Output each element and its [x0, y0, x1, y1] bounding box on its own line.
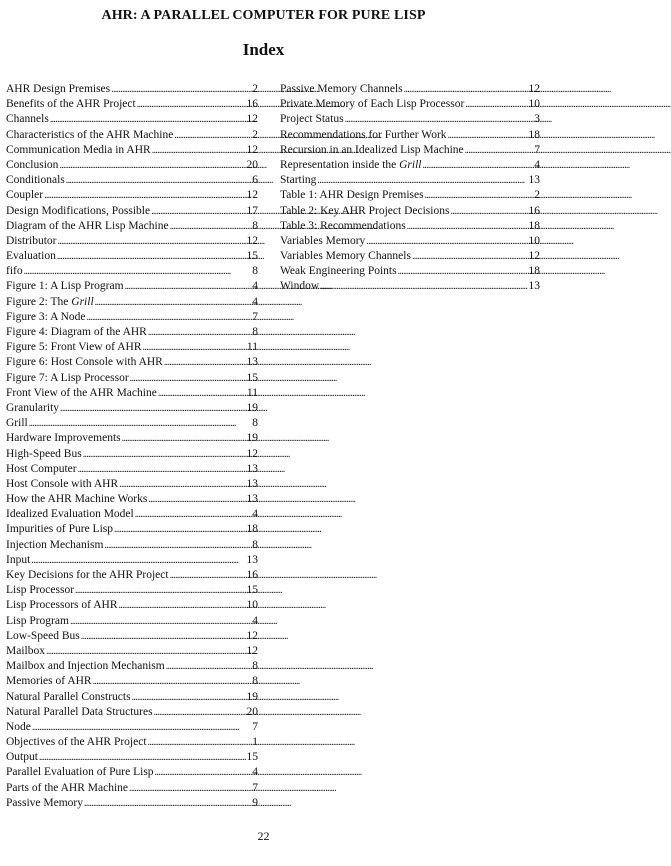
index-term: Private Memory of Each Lisp Processor — [280, 98, 465, 111]
index-entry — [6, 82, 258, 97]
index-entry — [6, 690, 258, 705]
dot-leader — [130, 371, 246, 386]
dot-leader — [87, 310, 252, 325]
index-heading: Index — [242, 40, 285, 59]
index-entry — [6, 158, 258, 173]
index-page-ref: 15 — [246, 751, 258, 764]
index-page-ref: 13 — [246, 493, 258, 506]
dot-leader — [148, 492, 245, 507]
index-page-ref: 19 — [246, 432, 258, 445]
index-term: Design Modifications, Possible — [6, 204, 151, 217]
index-term: Output — [6, 751, 38, 764]
dot-leader — [81, 629, 246, 644]
index-page-ref: 15 — [246, 584, 258, 597]
index-entry — [280, 112, 540, 127]
index-page-ref: 16 — [528, 204, 540, 217]
index-page-ref: 8 — [252, 675, 258, 688]
index-page-ref: 13 — [246, 356, 258, 369]
index-entry — [280, 128, 540, 143]
index-term: Lisp Processor — [6, 584, 75, 597]
dot-leader — [404, 82, 528, 97]
index-term: Idealized Evaluation Model — [6, 508, 134, 521]
dot-leader — [317, 173, 527, 188]
index-page-ref: 12 — [528, 83, 540, 95]
index-entry — [6, 386, 258, 401]
index-page-ref: 7 — [534, 143, 540, 156]
index-page-ref: 4 — [252, 614, 258, 627]
dot-leader — [170, 219, 252, 234]
index-term: Figure 5: Front View of AHR — [6, 341, 142, 354]
index-entry — [280, 82, 540, 97]
dot-leader — [70, 614, 251, 629]
index-term: Table 3: Recommendations — [280, 219, 406, 232]
index-entry — [6, 659, 258, 674]
dot-leader — [398, 264, 528, 279]
dot-leader — [32, 720, 251, 735]
index-entry — [6, 416, 258, 431]
index-entry — [6, 720, 258, 735]
index-entry — [6, 553, 258, 568]
index-page-ref: 13 — [246, 462, 258, 475]
index-page-ref: 12 — [246, 143, 258, 156]
dot-leader — [125, 279, 252, 294]
index-term: Figure 2: The Grill — [6, 295, 94, 308]
index-entry — [6, 492, 258, 507]
dot-leader — [132, 690, 246, 705]
index-entry — [6, 674, 258, 689]
index-term: Host Console with AHR — [6, 477, 119, 490]
index-term: Natural Parallel Data Structures — [6, 705, 153, 718]
index-term: Starting — [280, 174, 317, 187]
index-term: Coupler — [6, 189, 44, 202]
dot-leader — [24, 264, 252, 279]
index-term: Figure 6: Host Console with AHR — [6, 356, 163, 369]
index-term: fifo — [6, 265, 23, 278]
index-term: Grill — [6, 417, 28, 430]
index-term: Table 1: AHR Design Premises — [280, 189, 424, 202]
index-entry — [6, 355, 258, 370]
index-entry — [280, 204, 540, 219]
index-entry — [6, 462, 258, 477]
index-page-ref: 3 — [534, 113, 540, 126]
italic-term-grill: Grill — [71, 295, 94, 308]
index-entry — [6, 234, 258, 249]
index-entry — [6, 219, 258, 234]
index-page-ref: 16 — [246, 98, 258, 111]
dot-leader — [29, 416, 252, 431]
index-entry — [6, 264, 258, 279]
index-entry — [6, 781, 258, 796]
dot-leader — [44, 188, 245, 203]
index-entry — [6, 583, 258, 598]
index-term: Input — [6, 553, 31, 566]
index-term: Parts of the AHR Machine — [6, 781, 129, 794]
dot-leader — [166, 659, 252, 674]
index-term: Characteristics of the AHR Machine — [6, 128, 174, 141]
index-page-ref: 17 — [246, 204, 258, 217]
index-page-ref: 10 — [246, 599, 258, 612]
index-term: Natural Parallel Constructs — [6, 690, 131, 703]
index-term: Recommendations for Further Work — [280, 128, 447, 141]
index-term: Parallel Evaluation of Pure Lisp — [6, 766, 154, 779]
index-page-ref: 13 — [528, 280, 540, 293]
index-entry — [280, 143, 540, 158]
index-entry — [6, 477, 258, 492]
index-entry — [6, 340, 258, 355]
index-page-ref: 12 — [246, 113, 258, 126]
index-entry — [6, 188, 258, 203]
index-entry — [6, 447, 258, 462]
index-page-ref: 7 — [252, 720, 258, 733]
index-page-ref: 9 — [252, 796, 258, 809]
page-number: 22 — [257, 829, 270, 843]
index-entry — [6, 143, 258, 158]
index-term: Passive Memory Channels — [280, 83, 403, 95]
index-page-ref: 7 — [252, 781, 258, 794]
index-page-ref: 18 — [528, 128, 540, 141]
index-entry — [6, 568, 258, 583]
dot-leader — [83, 447, 246, 462]
index-page-ref: 12 — [246, 644, 258, 657]
index-term: Node — [6, 720, 31, 733]
dot-leader — [111, 82, 251, 97]
dot-leader — [155, 765, 252, 780]
index-page-ref: 12 — [246, 234, 258, 247]
dot-leader — [57, 249, 246, 264]
index-entry — [6, 507, 258, 522]
index-page-ref: 13 — [246, 553, 258, 566]
index-term: AHR Design Premises — [6, 83, 111, 95]
index-entry — [6, 750, 258, 765]
index-page-ref: 13 — [528, 174, 540, 187]
index-term: Lisp Program — [6, 614, 69, 627]
italic-term-grill: Grill — [399, 158, 422, 171]
index-entry — [6, 204, 258, 219]
index-entry — [6, 279, 258, 294]
index-page-ref: 12 — [246, 629, 258, 642]
dot-leader — [465, 97, 527, 112]
index-entry — [6, 371, 258, 386]
index-page-ref: 7 — [252, 310, 258, 323]
dot-leader — [137, 97, 246, 112]
dot-leader — [366, 234, 527, 249]
index-term: Diagram of the AHR Lisp Machine — [6, 219, 169, 232]
dot-leader — [59, 158, 245, 173]
dot-leader — [50, 112, 246, 127]
dot-leader — [39, 750, 246, 765]
index-page-ref: 4 — [252, 280, 258, 293]
index-entry — [6, 796, 258, 811]
dot-leader — [31, 553, 245, 568]
dot-leader — [78, 462, 246, 477]
index-page-ref: 8 — [252, 326, 258, 338]
index-page-ref: 20 — [246, 158, 258, 171]
index-entry — [280, 158, 540, 173]
dot-leader — [135, 507, 252, 522]
index-page-ref: 12 — [246, 189, 258, 202]
index-term: Weak Engineering Points — [280, 265, 397, 278]
dot-leader — [407, 219, 528, 234]
index-term: Mailbox — [6, 644, 45, 657]
index-page-ref: 10 — [528, 234, 540, 247]
index-term: Variables Memory Channels — [280, 250, 411, 263]
index-page-ref: 15 — [246, 371, 258, 384]
index-page-ref: 6 — [252, 174, 258, 187]
index-entry — [6, 112, 258, 127]
index-page-ref: 12 — [528, 250, 540, 263]
index-term: Hardware Improvements — [6, 432, 121, 445]
index-entry — [280, 188, 540, 203]
index-entry — [6, 128, 258, 143]
index-entry — [6, 705, 258, 720]
index-entry — [6, 629, 258, 644]
index-page-ref: 19 — [246, 401, 258, 414]
index-term: Distributor — [6, 234, 57, 247]
index-page-ref: 18 — [528, 219, 540, 232]
index-term: Front View of the AHR Machine — [6, 386, 157, 399]
dot-leader — [143, 340, 246, 355]
index-term: Mailbox and Injection Mechanism — [6, 660, 165, 673]
dot-leader — [450, 204, 527, 219]
index-term: High-Speed Bus — [6, 447, 82, 460]
dot-leader — [104, 538, 251, 553]
dot-leader — [60, 401, 245, 416]
index-entry — [280, 173, 540, 188]
index-term: Project Status — [280, 113, 344, 126]
index-entry — [6, 97, 258, 112]
dot-leader — [320, 279, 527, 294]
index-entry — [280, 97, 540, 112]
index-term: Passive Memory — [6, 796, 83, 809]
index-page-ref: 18 — [528, 265, 540, 278]
index-term: Channels — [6, 113, 49, 126]
index-page-ref: 4 — [252, 295, 258, 308]
index-term: Injection Mechanism — [6, 538, 104, 551]
dot-leader — [345, 112, 534, 127]
index-term: Memories of AHR — [6, 675, 92, 688]
dot-leader — [448, 128, 528, 143]
index-term: Variables Memory — [280, 234, 366, 247]
index-entry — [6, 173, 258, 188]
dot-leader — [154, 705, 246, 720]
dot-leader — [119, 477, 245, 492]
index-page-ref: 11 — [246, 386, 258, 399]
index-page-ref: 8 — [252, 265, 258, 278]
index-page-ref: 1 — [252, 736, 258, 749]
running-head-title: AHR: A PARALLEL COMPUTER FOR PURE LISP — [101, 8, 426, 23]
dot-leader — [465, 143, 534, 158]
index-entry — [280, 264, 540, 279]
dot-leader — [423, 158, 534, 173]
dot-leader — [119, 598, 246, 613]
index-term: How the AHR Machine Works — [6, 493, 148, 506]
index-term: Impurities of Pure Lisp — [6, 523, 113, 536]
index-entry — [6, 401, 258, 416]
index-entry — [280, 279, 540, 294]
index-page-ref: 12 — [246, 447, 258, 460]
index-term: Conclusion — [6, 158, 59, 171]
index-term: Lisp Processors of AHR — [6, 599, 118, 612]
index-term: Communication Media in AHR — [6, 143, 151, 156]
index-term: Table 2: Key AHR Project Decisions — [280, 204, 450, 217]
index-term: Window — [280, 280, 320, 293]
index-page-ref: 4 — [252, 766, 258, 779]
index-page-ref: 2 — [534, 189, 540, 202]
dot-leader — [148, 325, 251, 340]
index-term: Conditionals — [6, 174, 65, 187]
dot-leader — [75, 583, 245, 598]
index-page-ref: 8 — [252, 660, 258, 673]
index-entry — [6, 249, 258, 264]
index-column-right — [280, 82, 540, 295]
dot-leader — [122, 431, 246, 446]
index-page-ref: 4 — [534, 158, 540, 171]
index-term: Objectives of the AHR Project — [6, 736, 147, 749]
index-page-ref: 18 — [246, 523, 258, 536]
dot-leader — [66, 173, 251, 188]
dot-leader — [164, 355, 246, 370]
index-entry — [6, 538, 258, 553]
index-page-ref: 20 — [246, 705, 258, 718]
index-entry — [280, 219, 540, 234]
index-entry — [6, 735, 258, 750]
index-term: Evaluation — [6, 250, 56, 263]
index-page-ref: 2 — [252, 128, 258, 141]
index-term: Benefits of the AHR Project — [6, 98, 136, 111]
dot-leader — [46, 644, 246, 659]
dot-leader — [158, 386, 246, 401]
dot-leader — [412, 249, 528, 264]
dot-leader — [174, 128, 251, 143]
index-entry — [6, 325, 258, 340]
index-entry — [6, 765, 258, 780]
dot-leader — [129, 781, 251, 796]
index-term: Host Computer — [6, 462, 77, 475]
index-page-ref: 11 — [246, 341, 258, 354]
dot-leader — [152, 143, 246, 158]
index-entry — [6, 310, 258, 325]
index-page-ref: 16 — [246, 569, 258, 581]
index-page-ref: 8 — [252, 219, 258, 232]
index-column-left — [6, 82, 258, 811]
index-page-ref: 8 — [252, 538, 258, 551]
index-term: Key Decisions for the AHR Project — [6, 569, 169, 581]
dot-leader — [148, 735, 252, 750]
index-term: Figure 4: Diagram of the AHR — [6, 326, 147, 338]
index-page-ref: 4 — [252, 508, 258, 521]
index-term: Granularity — [6, 401, 60, 414]
index-entry — [6, 522, 258, 537]
index-term: Figure 3: A Node — [6, 310, 86, 323]
index-page-ref: 19 — [246, 690, 258, 703]
index-page-ref: 2 — [252, 83, 258, 95]
dot-leader — [114, 522, 246, 537]
index-entry — [6, 614, 258, 629]
index-term: Figure 1: A Lisp Program — [6, 280, 124, 293]
index-page-ref: 15 — [246, 250, 258, 263]
index-entry — [6, 295, 258, 310]
index-page-ref: 8 — [252, 417, 258, 430]
dot-leader — [151, 204, 245, 219]
index-entry — [6, 598, 258, 613]
index-page-ref: 10 — [528, 98, 540, 111]
index-entry — [6, 431, 258, 446]
index-term: Low-Speed Bus — [6, 629, 80, 642]
index-entry — [280, 249, 540, 264]
index-page-ref: 13 — [246, 477, 258, 490]
index-term: Recursion in an Idealized Lisp Machine — [280, 143, 464, 156]
index-entry — [280, 234, 540, 249]
dot-leader — [425, 188, 534, 203]
dot-leader — [84, 796, 251, 811]
index-entry — [6, 644, 258, 659]
dot-leader — [93, 674, 252, 689]
dot-leader — [170, 568, 246, 583]
dot-leader — [95, 295, 252, 310]
dot-leader — [57, 234, 245, 249]
index-term: Representation inside the Grill — [280, 158, 422, 171]
index-term: Figure 7: A Lisp Processor — [6, 371, 129, 384]
